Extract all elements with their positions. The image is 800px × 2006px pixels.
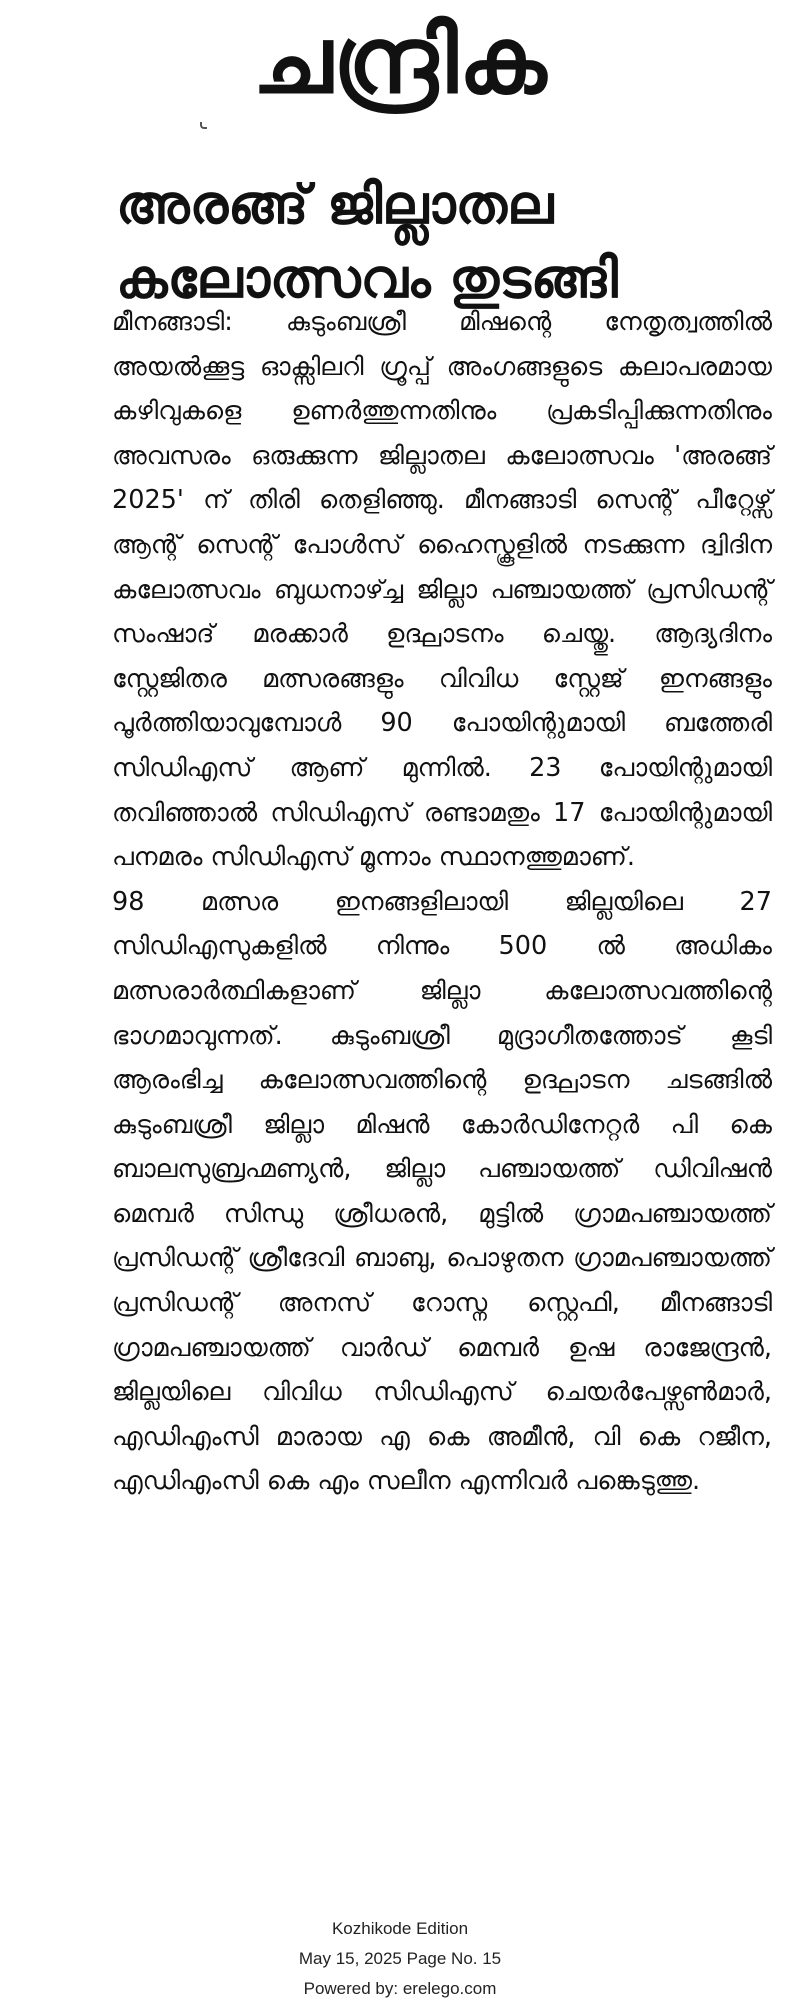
- masthead-ornament: [200, 122, 207, 129]
- article-paragraph-2: 98 മത്സര ഇനങ്ങളിലായി ജില്ലയിലെ 27 സിഡിഎസുകളിൽ നിന്നും 500 ൽ അധികം മത്സരാർത്ഥികളാണ് ജില്ലാ കലോത്സവത്തിന്റെ ഭാഗമാവുന്നത്. കുടുംബശ്രീ മുദ്രാഗീതത്തോട് കൂടി ആരംഭിച്ച കലോത്സവത്തിന്റെ ഉദ്ഘാടന ചടങ്ങിൽ കുടുംബശ്രീ ജില്ലാ മിഷൻ കോർഡിനേറ്റർ പി കെ ബാലസുബ്രഹ്മണ്യൻ, ജില്ലാ പഞ്ചായത്ത് ഡിവിഷൻ മെമ്പർ സിന്ധു ശ്രീധരൻ, മുട്ടിൽ ഗ്രാമപഞ്ചായത്ത് പ്രസിഡന്റ് ശ്രീദേവി ബാബു, പൊഴുതന ഗ്രാമപഞ്ചായത്ത് പ്രസിഡന്റ് അനസ് റോസ്ന സ്റ്റെഫി, മീനങ്ങാടി ഗ്രാമപഞ്ചായത്ത് വാർഡ് മെമ്പർ ഉഷ രാജേന്ദ്രൻ, ജില്ലയിലെ വിവിധ സിഡിഎസ് ചെയർപേഴ്സൺമാർ, എഡിഎംസി മാരായ എ കെ അമീൻ, വി കെ റജീന, എഡിഎംസി കെ എം സലീന എന്നിവർ പങ്കെടുത്തു.: [112, 886, 772, 1497]
- masthead: [0, 6, 800, 126]
- powered-by-label: Powered by: erelego.com: [303, 1979, 497, 1998]
- newspaper-logo: ചന്ദ്രിക: [252, 7, 548, 114]
- headline-line-2: കലോത്സവം തുടങ്ങി: [116, 247, 618, 310]
- headline: [116, 168, 756, 316]
- page-footer: [0, 1914, 800, 2004]
- edition-label: Kozhikode Edition: [331, 1919, 469, 1938]
- article-paragraph-1: മീനങ്ങാടി: കുടുംബശ്രീ മിഷന്റെ നേതൃത്വത്തിൽ അയൽക്കൂട്ട ഓക്സിലറി ഗ്രൂപ്പ് അംഗങ്ങളുടെ കലാപരമായ കഴിവുകളെ ഉണർത്തുന്നതിനും പ്രകടിപ്പിക്കുന്നതിനും അവസരം ഒരുക്കുന്ന ജില്ലാതല കലോത്സവം 'അരങ്ങ് 2025' ന് തിരി തെളിഞ്ഞു. മീനങ്ങാടി സെന്റ് പീറ്റേഴ്സ് ആന്റ് സെന്റ് പോൾസ് ഹൈസ്കൂളിൽ നടക്കുന്ന ദ്വിദിന കലോത്സവം ബുധനാഴ്ച്ച ജില്ലാ പഞ്ചായത്ത് പ്രസിഡന്റ് സംഷാദ് മരക്കാർ ഉദ്ഘാടനം ചെയ്തു. ആദ്യദിനം സ്റ്റേജിതര മത്സരങ്ങളും വിവിധ സ്റ്റേജ് ഇനങ്ങളും പൂർത്തിയാവുമ്പോൾ 90 പോയിന്റുമായി ബത്തേരി സിഡിഎസ് ആണ് മുന്നിൽ. 23 പോയിന്റുമായി തവിഞ്ഞാൽ സിഡിഎസ് രണ്ടാമതും 17 പോയിന്റുമായി പനമരം സിഡിഎസ് മൂന്നാം സ്ഥാനത്തുമാണ്.: [112, 307, 772, 873]
- headline-line-1: അരങ്ങ് ജില്ലാതല: [116, 173, 554, 236]
- article-body: [112, 300, 772, 1504]
- date-page-label: May 15, 2025 Page No. 15: [298, 1949, 502, 1968]
